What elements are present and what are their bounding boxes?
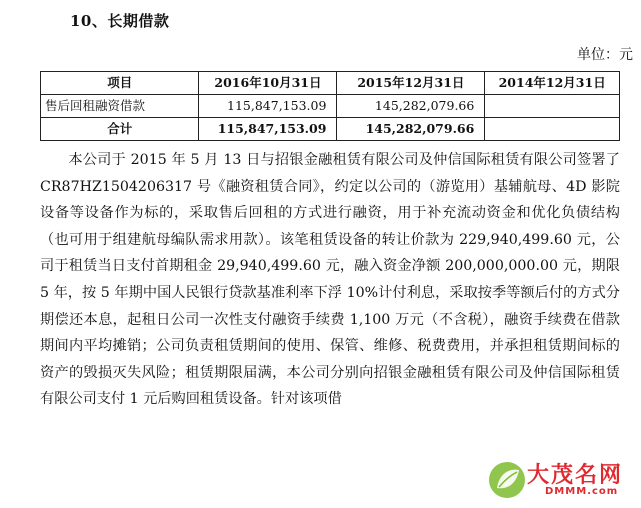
cell-2014	[485, 118, 620, 141]
cell-2016: 115,847,153.09	[199, 118, 337, 141]
leaf-logo-icon	[487, 460, 527, 500]
col-header-2014: 2014年12月31日	[485, 72, 620, 95]
site-watermark	[487, 458, 637, 502]
cell-2014	[485, 95, 620, 118]
cell-2016: 115,847,153.09	[199, 95, 337, 118]
long-term-loan-table	[40, 71, 620, 141]
watermark-domain: DMMM.com	[545, 486, 619, 497]
cell-2015: 145,282,079.66	[337, 118, 485, 141]
table-row	[41, 95, 620, 118]
unit-label: 单位：元	[577, 47, 633, 63]
cell-2015: 145,282,079.66	[337, 95, 485, 118]
row-label: 售后回租融资借款	[41, 95, 199, 118]
body-paragraph: 本公司于 2015 年 5 月 13 日与招银金融租赁有限公司及仲信国际租赁有限公司签署了 CR87HZ1504206317 号《融资租赁合同》，约定以公司的（游览用）基辅航母、4D 影院设备等设备作为标的，采取售后回租的方式进行融资，用于补充流动资金和优化负债结构（也可用于组建航母编队需求用款）。该笔租赁设备的转让价款为 229,940,499.60 元，公司于租赁当日支付首期租金 29,940,499.60 元，融入资金净额 200,000,000.00 元，期限 5 年，按 5 年期中国人民银行贷款基准利率下浮 10%计付利息，采取按季等额后付的方式分期偿还本息，起租日公司一次性支付融资手续费 1,100 万元（不含税），融资手续费在借款期间内平均摊销；公司负责租赁期间的使用、保管、维修、税费费用，并承担租赁期间标的资产的毁损灭失风险；租赁期限届满，本公司分别向招银金融租赁有限公司及仲信国际租赁有限公司支付 1 元后购回租赁设备。针对该项借	[40, 152, 620, 408]
table-header-row	[41, 72, 620, 95]
table-row-total	[41, 118, 620, 141]
watermark-text: 大茂名网	[527, 463, 624, 488]
col-header-2015: 2015年12月31日	[337, 72, 485, 95]
col-header-2016: 2016年10月31日	[199, 72, 337, 95]
col-header-item: 项目	[41, 72, 199, 95]
section-heading: 10、长期借款	[70, 12, 170, 30]
row-label: 合计	[41, 118, 199, 141]
